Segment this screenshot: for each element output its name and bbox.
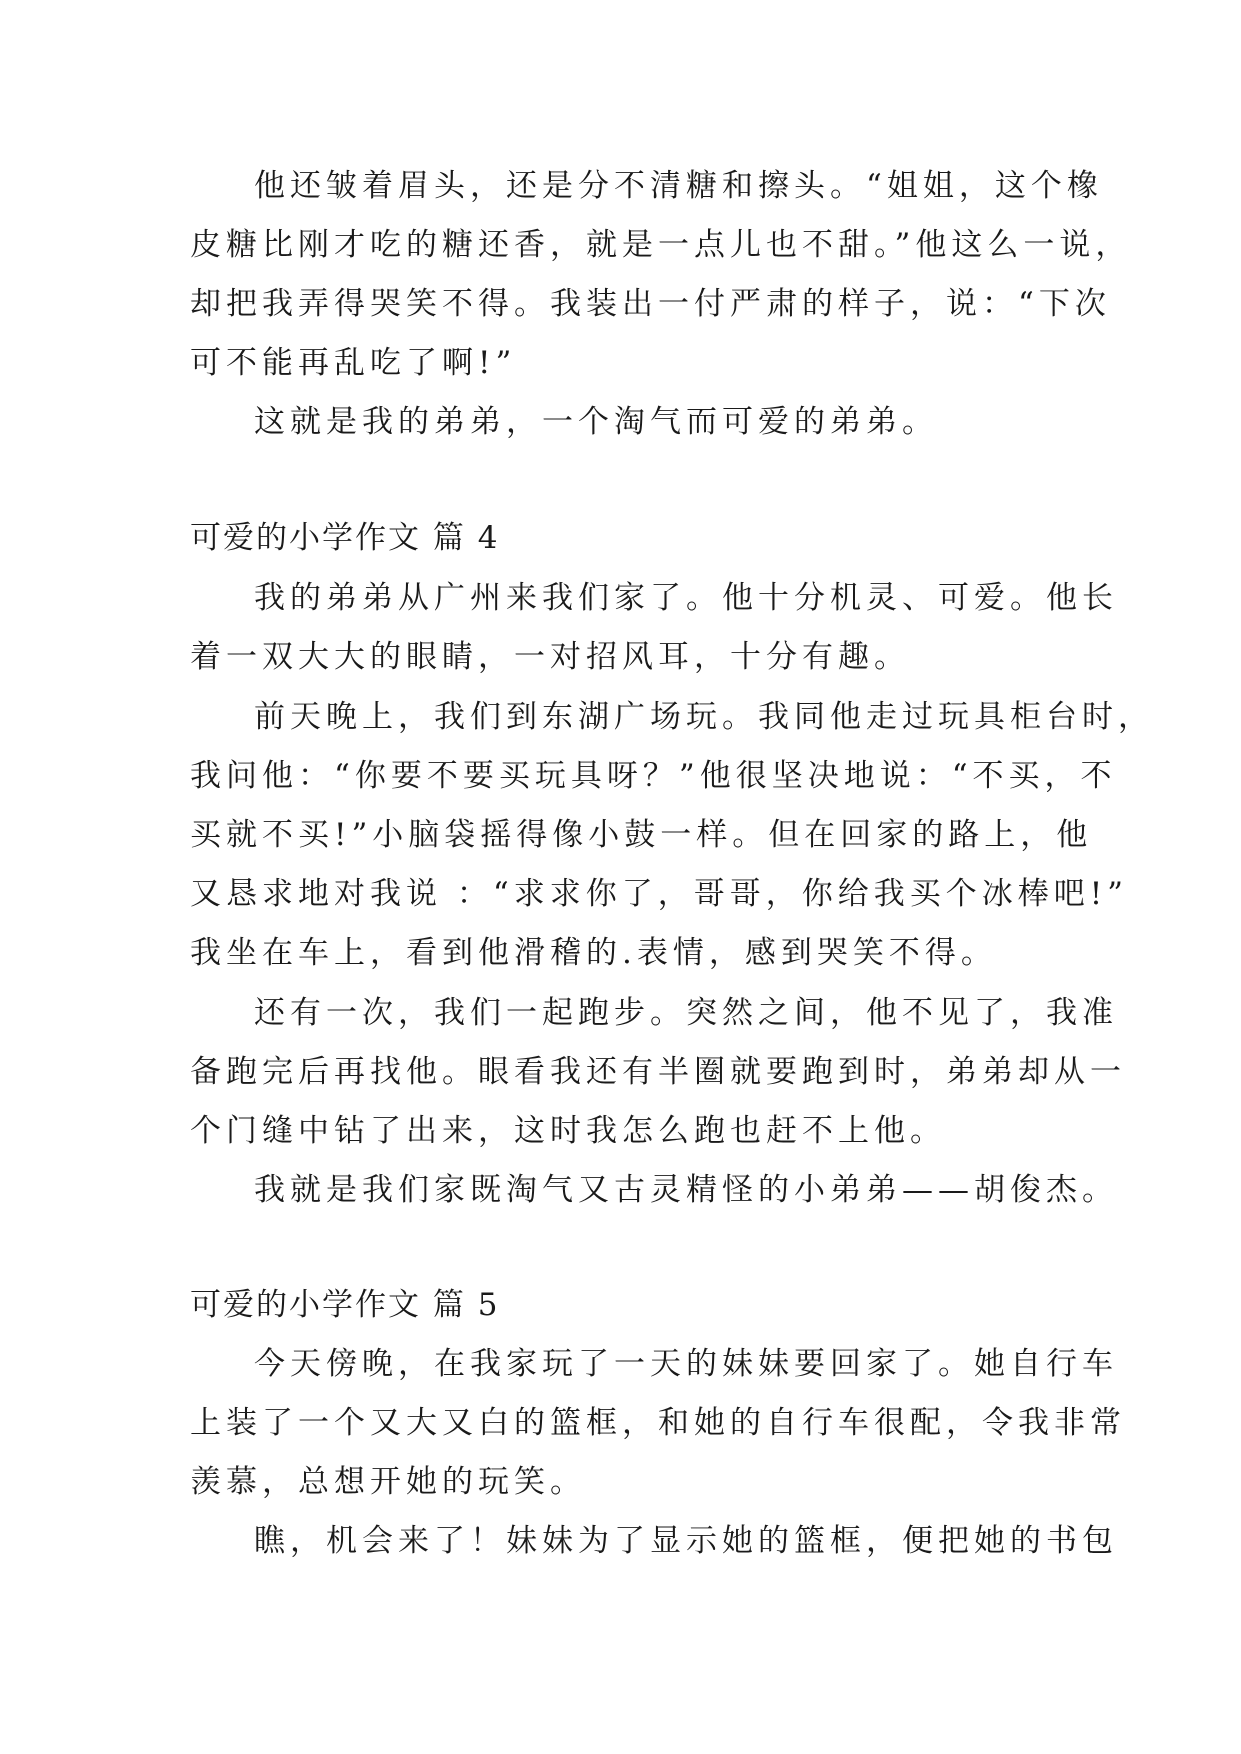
text-line: 这就是我的弟弟，一个淘气而可爱的弟弟。 [254,404,938,440]
text-line: 买就不买!”小脑袋摇得像小鼓一样。但在回家的路上，他 [190,817,1093,853]
text-line: 前天晚上，我们到东湖广场玩。我同他走过玩具柜台时， [254,699,1154,735]
text-line: 还有一次，我们一起跑步。突然之间，他不见了，我准 [254,995,1118,1031]
text-line: 我坐在车上，看到他滑稽的.表情，感到哭笑不得。 [190,935,997,971]
text-line: 却把我弄得哭笑不得。我装出一付严肃的样子，说：“下次 [190,286,1111,322]
text-line: 羡慕，总想开她的玩笑。 [190,1464,586,1500]
text-line: 我就是我们家既淘气又古灵精怪的小弟弟——胡俊杰。 [254,1172,1118,1208]
text-line: 今天傍晚，在我家玩了一天的妹妹要回家了。她自行车 [254,1346,1118,1382]
text-line: 上装了一个又大又白的篮框，和她的自行车很配，令我非常 [190,1405,1126,1441]
text-line: 皮糖比刚才吃的糖还香，就是一点儿也不甜。”他这么一说， [190,227,1132,263]
text-line: 个门缝中钻了出来，这时我怎么跑也赶不上他。 [190,1113,946,1149]
section-heading: 可爱的小学作文 篇 4 [190,520,500,556]
text-line: 他还皱着眉头，还是分不清糖和擦头。“姐姐，这个橡 [254,168,1103,204]
text-line: 我的弟弟从广州来我们家了。他十分机灵、可爱。他长 [254,580,1118,616]
text-line: 我问他：“你要不要买玩具呀？”他很坚决地说：“不买，不 [190,758,1117,794]
text-line: 又恳求地对我说 ：“求求你了，哥哥，你给我买个冰棒吧!” [190,876,1129,912]
text-line: 备跑完后再找他。眼看我还有半圈就要跑到时，弟弟却从一 [190,1054,1126,1090]
section-heading: 可爱的小学作文 篇 5 [190,1287,500,1323]
text-line: 着一双大大的眼睛，一对招风耳，十分有趣。 [190,639,910,675]
text-line: 瞧，机会来了！妹妹为了显示她的篮框，便把她的书包 [254,1523,1118,1559]
text-line: 可不能再乱吃了啊!” [190,345,517,381]
